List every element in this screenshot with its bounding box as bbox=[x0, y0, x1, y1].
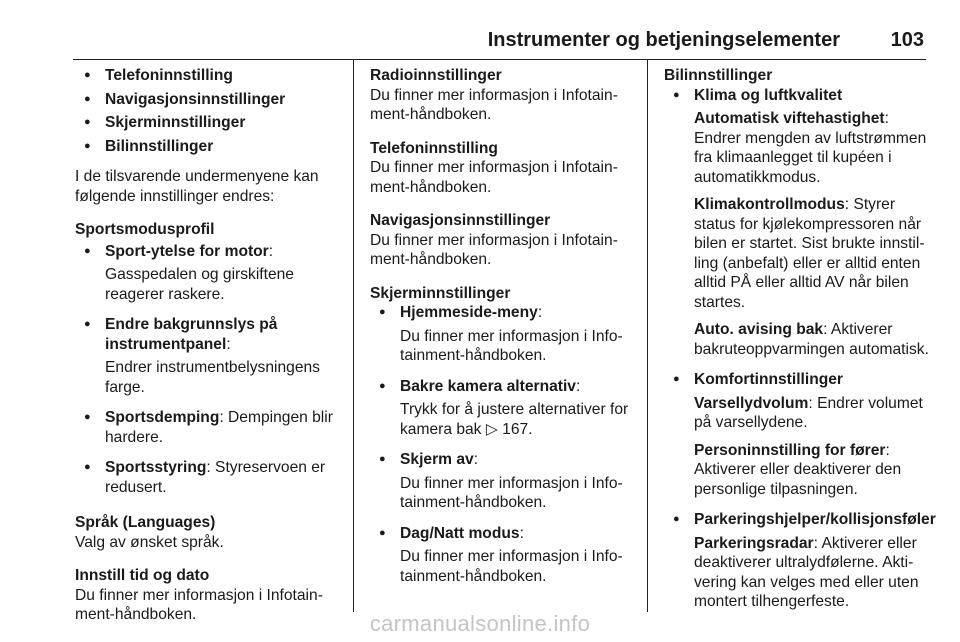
list-item: ● Dag/Natt modus: Du finner mer informasjon i Infotainment-håndboken. bbox=[370, 524, 634, 587]
column-divider-1 bbox=[353, 60, 354, 612]
list-item: ● Telefoninnstilling bbox=[75, 66, 337, 86]
intro-text: I de tilsvarende undermenyene kan følgende innstillinger endres: bbox=[75, 168, 319, 205]
vehicle-settings-list bbox=[664, 86, 936, 612]
list-item: ● Navigasjonsinnstillinger bbox=[75, 90, 337, 110]
page-ref-arrow-icon: ▷ bbox=[485, 420, 498, 438]
menu-list bbox=[75, 66, 337, 156]
column-divider-2 bbox=[647, 60, 648, 612]
nav-block: Navigasjonsinnstillinger Du finner mer informasjon i Infotainment-håndboken. bbox=[370, 212, 618, 268]
column-2 bbox=[370, 66, 634, 597]
list-item: ● Hjemmeside-meny: Du finner mer informasjon i Infotainment-håndboken. bbox=[370, 303, 634, 366]
list-item: ● Bakre kamera alternativ: Trykk for å justere alternativer for kamera bak ▷ 167. bbox=[370, 377, 634, 440]
section-heading: Sportsmodusprofil bbox=[75, 221, 215, 238]
list-item: ● Parkeringshjelper/kollisjonsføler Parkeringsradar: Aktiverer eller deaktiverer ultralydfølerne. Aktivering kan velges med eller uten montert tilhengerfeste. bbox=[664, 510, 929, 612]
column-3 bbox=[664, 66, 936, 623]
sport-list bbox=[75, 242, 337, 498]
datetime-block: Innstill tid og dato Du finner mer informasjon i Infotainment-håndboken. bbox=[75, 567, 323, 623]
screen-list bbox=[370, 303, 634, 586]
list-item: ● Klima og luftkvalitet Automatisk viftehastighet: Endrer mengden av luftstrømmen fra klimaanlegget til kupéen i automatikkmodus. Klimakontrollmodus: Styrer status for kjølekompressoren når bilen er startet. Sist brukte innstilling (anbefalt) eller er alltid enten alltid PÅ eller alltid AV når bilen startes. Auto. avising bak: Aktiverer bakruteoppvarmingen automatisk. bbox=[664, 86, 929, 360]
section-heading: Bilinnstillinger bbox=[664, 67, 773, 84]
list-item: ● Endre bakgrunnslys på instrumentpanel: Endrer instrumentbelysningens farge. bbox=[75, 315, 337, 397]
list-item: ● Komfortinnstillinger Varsellydvolum: Endrer volumet på varsellydene. Personinnstilling for fører: Aktiverer eller deaktiverer den personlige tilpasningen. bbox=[664, 370, 929, 499]
radio-block: Radioinnstillinger Du finner mer informasjon i Infotainment-håndboken. bbox=[370, 67, 618, 123]
page-title: Instrumenter og betjeningselementer bbox=[487, 29, 840, 51]
list-item: ● Sportsstyring: Styreservoen er redusert. bbox=[75, 458, 337, 497]
list-item: ● Bilinnstillinger bbox=[75, 137, 337, 157]
page-number: 103 bbox=[890, 29, 924, 51]
page-header bbox=[73, 26, 926, 60]
list-item: ● Skjerminnstillinger bbox=[75, 113, 337, 133]
list-item: ● Skjerm av: Du finner mer informasjon i Infotainment-håndboken. bbox=[370, 450, 634, 513]
language-block: Språk (Languages) Valg av ønsket språk. bbox=[75, 514, 224, 551]
watermark: carmanualsonline.info bbox=[369, 611, 591, 636]
list-item: ● Sport-ytelse for motor: Gasspedalen og girskiftene reagerer raskere. bbox=[75, 242, 337, 305]
list-item: ● Sportsdemping: Dempingen blir hardere. bbox=[75, 408, 337, 447]
column-1 bbox=[75, 66, 337, 639]
phone-block: Telefoninnstilling Du finner mer informasjon i Infotainment-håndboken. bbox=[370, 139, 618, 196]
section-heading: Skjerminnstillinger bbox=[370, 284, 511, 302]
